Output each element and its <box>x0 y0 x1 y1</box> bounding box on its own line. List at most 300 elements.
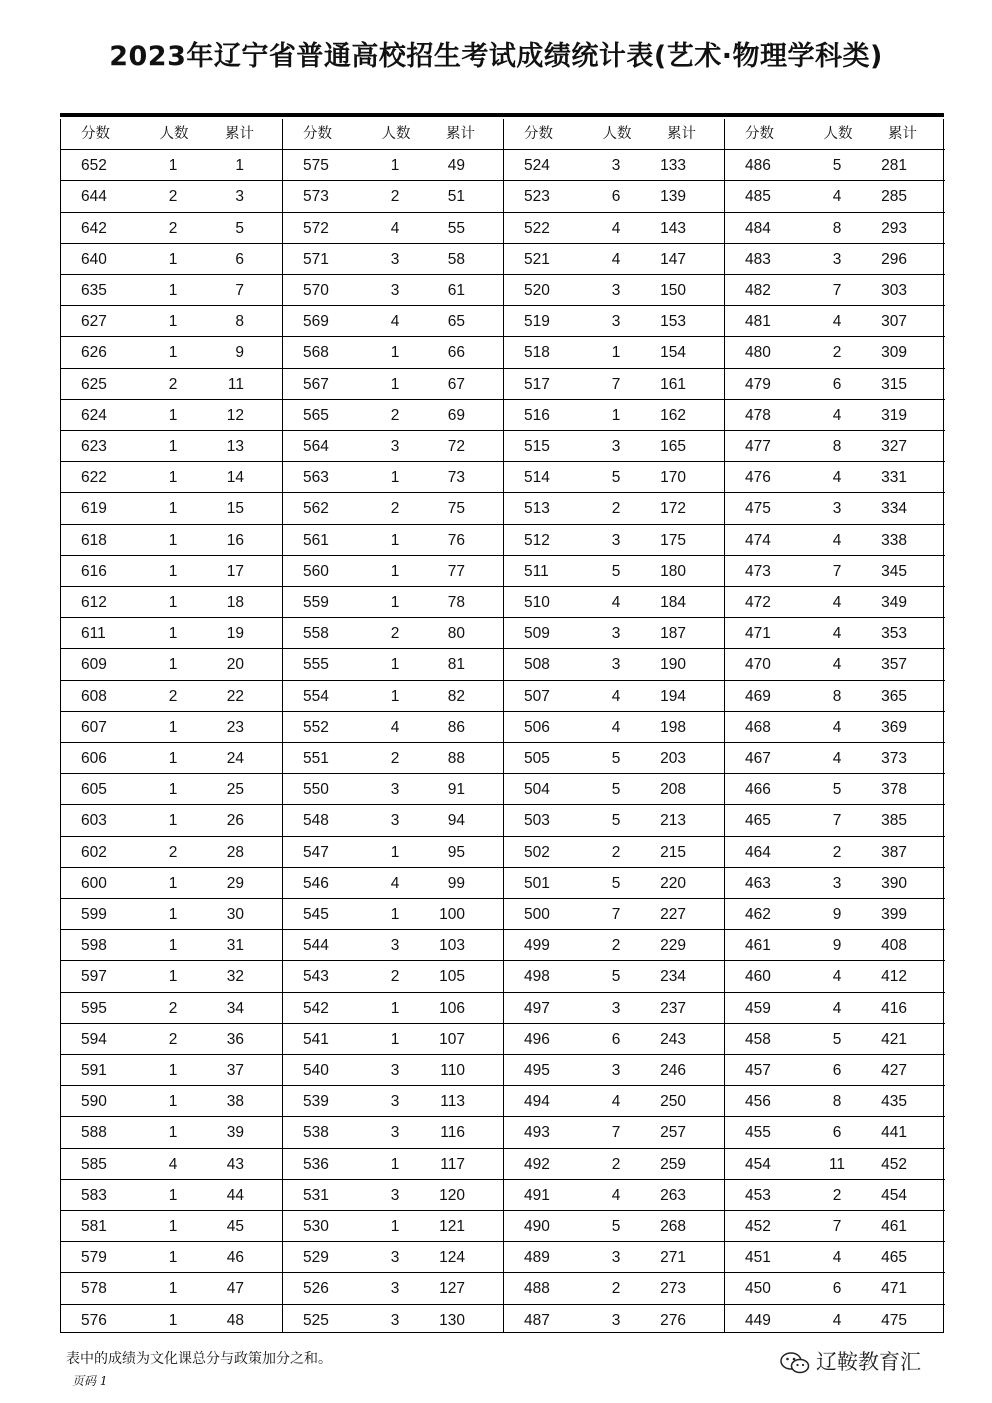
count-cell: 3 <box>611 282 621 299</box>
table-row <box>61 525 282 556</box>
table-row <box>283 525 503 556</box>
cumulative-cell: 103 <box>439 937 465 955</box>
cumulative-cell: 26 <box>226 812 244 830</box>
table-row <box>283 805 503 836</box>
table-row <box>283 1055 503 1086</box>
cumulative-cell: 9 <box>235 344 244 362</box>
table-header-row <box>283 119 503 150</box>
cumulative-cell: 29 <box>226 874 244 892</box>
table-row <box>504 1117 724 1148</box>
count-cell: 3 <box>832 874 842 892</box>
score-cell: 514 <box>524 469 550 487</box>
count-cell: 4 <box>832 1249 842 1267</box>
score-cell: 483 <box>745 250 771 268</box>
score-cell: 509 <box>524 625 550 643</box>
count-cell: 8 <box>832 219 842 237</box>
table-row <box>725 213 945 244</box>
score-cell: 495 <box>524 1062 550 1079</box>
count-cell: 1 <box>390 531 400 549</box>
score-cell: 546 <box>303 874 329 892</box>
count-cell: 11 <box>828 1155 846 1173</box>
table-row <box>283 369 503 400</box>
cumulative-cell: 408 <box>881 937 907 955</box>
count-cell: 2 <box>168 1030 178 1048</box>
table-row <box>61 275 282 306</box>
count-cell: 1 <box>168 250 178 268</box>
page-number: 页码 1 <box>72 1374 108 1388</box>
count-cell: 1 <box>168 656 178 674</box>
cumulative-cell: 14 <box>226 469 244 487</box>
table-row <box>61 493 282 524</box>
table-row <box>283 618 503 649</box>
score-cell: 531 <box>303 1186 329 1204</box>
cumulative-cell: 22 <box>226 687 244 705</box>
cumulative-cell: 32 <box>226 968 244 986</box>
table-row <box>725 275 945 306</box>
count-cell: 2 <box>390 500 400 518</box>
table-row <box>283 930 503 961</box>
count-cell: 3 <box>390 1280 400 1298</box>
table-row <box>504 1273 724 1304</box>
cumulative-cell: 20 <box>226 656 244 674</box>
score-cell: 568 <box>303 344 329 362</box>
table-row <box>504 618 724 649</box>
table-row <box>61 306 282 337</box>
count-cell: 2 <box>168 687 178 705</box>
score-cell: 581 <box>81 1218 107 1235</box>
table-row <box>504 337 724 368</box>
cumulative-cell: 17 <box>226 562 244 580</box>
count-cell: 4 <box>390 718 400 736</box>
score-cell: 560 <box>303 562 329 580</box>
cumulative-cell: 88 <box>447 750 465 767</box>
table-row <box>61 1180 282 1211</box>
score-cell: 464 <box>745 843 771 861</box>
score-cell: 498 <box>524 968 550 986</box>
score-cell: 536 <box>303 1155 329 1173</box>
score-cell: 618 <box>81 531 107 549</box>
count-cell: 3 <box>611 531 621 549</box>
cumulative-cell: 86 <box>447 718 465 736</box>
score-table <box>60 119 944 1333</box>
cumulative-cell: 61 <box>447 282 465 299</box>
count-cell: 1 <box>168 1280 178 1298</box>
cumulative-cell: 77 <box>447 562 465 580</box>
cumulative-cell: 120 <box>439 1186 465 1204</box>
table-row <box>504 1242 724 1273</box>
table-row <box>725 1180 945 1211</box>
score-cell: 600 <box>81 874 107 892</box>
cumulative-cell: 99 <box>447 874 465 892</box>
score-cell: 603 <box>81 812 107 830</box>
count-cell: 3 <box>611 1062 621 1079</box>
count-cell: 4 <box>832 594 842 611</box>
table-row <box>61 681 282 712</box>
cumulative-cell: 51 <box>447 188 465 206</box>
cumulative-cell: 24 <box>226 750 244 767</box>
count-cell: 1 <box>168 531 178 549</box>
table-row <box>61 993 282 1024</box>
count-cell: 4 <box>832 531 842 549</box>
cumulative-cell: 34 <box>226 999 244 1017</box>
cumulative-cell: 48 <box>226 1311 244 1329</box>
score-cell: 457 <box>745 1062 771 1079</box>
count-cell: 1 <box>168 625 178 643</box>
count-cell: 2 <box>168 999 178 1017</box>
count-cell: 1 <box>168 750 178 767</box>
count-cell: 3 <box>390 1093 400 1111</box>
score-cell: 456 <box>745 1093 771 1111</box>
count-cell: 3 <box>390 282 400 299</box>
cumulative-cell: 130 <box>439 1311 465 1329</box>
score-cell: 508 <box>524 656 550 674</box>
cumulative-cell: 69 <box>447 406 465 424</box>
column-header: 分数 <box>303 126 332 142</box>
count-cell: 1 <box>390 1218 400 1235</box>
table-row <box>61 213 282 244</box>
count-cell: 1 <box>168 781 178 799</box>
table-row <box>725 961 945 992</box>
table-row <box>283 181 503 212</box>
table-row <box>725 1273 945 1304</box>
cumulative-cell: 23 <box>226 718 244 736</box>
table-row <box>283 1024 503 1055</box>
count-cell: 4 <box>832 968 842 986</box>
count-cell: 7 <box>611 375 621 393</box>
cumulative-cell: 227 <box>660 906 686 923</box>
score-cell: 455 <box>745 1124 771 1142</box>
table-row <box>61 369 282 400</box>
table-row <box>61 1211 282 1242</box>
cumulative-cell: 18 <box>226 594 244 611</box>
score-cell: 551 <box>303 750 329 767</box>
score-cell: 469 <box>745 687 771 705</box>
wechat-icon <box>780 1352 810 1374</box>
count-cell: 4 <box>832 406 842 424</box>
score-cell: 545 <box>303 906 329 923</box>
cumulative-cell: 215 <box>660 843 686 861</box>
cumulative-cell: 110 <box>440 1062 465 1079</box>
count-cell: 1 <box>168 1062 178 1079</box>
cumulative-cell: 243 <box>660 1030 686 1048</box>
table-row <box>61 743 282 774</box>
cumulative-cell: 327 <box>881 438 907 455</box>
score-cell: 552 <box>303 718 329 736</box>
table-row <box>504 774 724 805</box>
score-cell: 485 <box>745 188 771 206</box>
cumulative-cell: 16 <box>226 531 244 549</box>
column-header: 累计 <box>667 126 696 142</box>
count-cell: 4 <box>611 250 621 268</box>
table-row <box>283 337 503 368</box>
count-cell: 1 <box>168 1311 178 1329</box>
table-row <box>725 681 945 712</box>
cumulative-cell: 76 <box>447 531 465 549</box>
count-cell: 1 <box>390 843 400 861</box>
cumulative-cell: 293 <box>881 219 907 237</box>
score-cell: 554 <box>303 687 329 705</box>
table-row <box>61 930 282 961</box>
cumulative-cell: 412 <box>881 968 907 986</box>
count-cell: 6 <box>611 188 621 206</box>
table-row <box>504 150 724 181</box>
count-cell: 1 <box>168 438 178 455</box>
count-cell: 2 <box>390 406 400 424</box>
table-row <box>283 400 503 431</box>
column-header: 人数 <box>602 126 632 142</box>
score-cell: 463 <box>745 874 771 892</box>
score-cell: 524 <box>524 157 550 175</box>
table-row <box>725 930 945 961</box>
score-cell: 563 <box>303 469 329 487</box>
count-cell: 4 <box>832 656 842 674</box>
column-header: 累计 <box>446 126 475 142</box>
cumulative-cell: 12 <box>226 406 244 424</box>
score-cell: 571 <box>303 250 329 268</box>
score-cell: 555 <box>303 656 329 674</box>
cumulative-cell: 416 <box>881 999 907 1017</box>
count-cell: 6 <box>832 1124 842 1142</box>
table-row <box>725 618 945 649</box>
cumulative-cell: 452 <box>881 1155 907 1173</box>
score-cell: 515 <box>524 438 550 455</box>
cumulative-cell: 31 <box>226 937 244 955</box>
count-cell: 1 <box>390 344 400 362</box>
count-cell: 3 <box>611 438 621 455</box>
table-row <box>504 681 724 712</box>
count-cell: 1 <box>168 906 178 923</box>
score-cell: 652 <box>81 157 107 175</box>
cumulative-cell: 65 <box>447 313 465 331</box>
score-cell: 506 <box>524 718 550 736</box>
score-cell: 520 <box>524 282 550 299</box>
table-row <box>725 525 945 556</box>
cumulative-cell: 175 <box>660 531 686 549</box>
cumulative-cell: 113 <box>440 1093 465 1111</box>
cumulative-cell: 213 <box>660 812 686 830</box>
cumulative-cell: 38 <box>226 1093 244 1111</box>
table-row <box>283 681 503 712</box>
score-cell: 583 <box>81 1186 107 1204</box>
score-cell: 492 <box>524 1155 550 1173</box>
table-row <box>283 649 503 680</box>
cumulative-cell: 121 <box>439 1218 465 1235</box>
score-cell: 458 <box>745 1030 771 1048</box>
count-cell: 1 <box>168 344 178 362</box>
table-row <box>504 1149 724 1180</box>
count-cell: 2 <box>611 1155 621 1173</box>
cumulative-cell: 139 <box>660 188 686 206</box>
cumulative-cell: 66 <box>447 344 465 362</box>
cumulative-cell: 184 <box>660 594 686 611</box>
cumulative-cell: 91 <box>447 781 465 799</box>
table-row <box>725 774 945 805</box>
score-cell: 525 <box>303 1311 329 1329</box>
score-cell: 504 <box>524 781 550 799</box>
table-row <box>725 868 945 899</box>
table-row <box>61 805 282 836</box>
count-cell: 5 <box>611 968 621 986</box>
cumulative-cell: 246 <box>660 1062 686 1079</box>
cumulative-cell: 390 <box>881 874 907 892</box>
table-header-row <box>504 119 724 150</box>
score-cell: 465 <box>745 812 771 830</box>
score-cell: 619 <box>81 500 107 518</box>
score-cell: 635 <box>81 282 107 299</box>
count-cell: 4 <box>611 594 621 611</box>
count-cell: 4 <box>832 313 842 331</box>
count-cell: 1 <box>168 594 178 611</box>
score-cell: 539 <box>303 1093 329 1111</box>
count-cell: 3 <box>390 250 400 268</box>
table-row <box>725 805 945 836</box>
table-row <box>61 618 282 649</box>
cumulative-cell: 454 <box>881 1186 907 1204</box>
score-cell: 562 <box>303 500 329 518</box>
count-cell: 3 <box>611 1249 621 1267</box>
count-cell: 1 <box>390 375 400 393</box>
score-cell: 595 <box>81 999 107 1017</box>
count-cell: 2 <box>611 500 621 518</box>
table-row <box>61 1117 282 1148</box>
cumulative-cell: 180 <box>660 562 686 580</box>
cumulative-cell: 250 <box>660 1093 686 1111</box>
count-cell: 6 <box>611 1030 621 1048</box>
table-row <box>725 556 945 587</box>
table-row <box>504 1086 724 1117</box>
table-row <box>504 1180 724 1211</box>
score-cell: 510 <box>524 594 550 611</box>
score-cell: 597 <box>81 968 107 986</box>
score-cell: 569 <box>303 313 329 331</box>
table-row <box>283 1273 503 1304</box>
table-row <box>283 493 503 524</box>
table-row <box>725 244 945 275</box>
table-row <box>725 181 945 212</box>
table-row <box>504 837 724 868</box>
score-cell: 573 <box>303 188 329 206</box>
score-cell: 623 <box>81 438 107 455</box>
cumulative-cell: 3 <box>235 188 244 206</box>
count-cell: 3 <box>390 781 400 799</box>
score-cell: 544 <box>303 937 329 955</box>
cumulative-cell: 385 <box>881 812 907 830</box>
count-cell: 1 <box>168 937 178 955</box>
count-cell: 5 <box>832 781 842 799</box>
table-row <box>283 1117 503 1148</box>
count-cell: 2 <box>390 750 400 767</box>
cumulative-cell: 435 <box>881 1093 907 1111</box>
cumulative-cell: 95 <box>447 843 465 861</box>
cumulative-cell: 143 <box>660 219 686 237</box>
count-cell: 1 <box>168 469 178 487</box>
count-cell: 1 <box>390 687 400 705</box>
table-row <box>504 961 724 992</box>
table-row <box>725 649 945 680</box>
score-cell: 493 <box>524 1124 550 1142</box>
cumulative-cell: 365 <box>881 687 907 705</box>
table-row <box>283 712 503 743</box>
cumulative-cell: 46 <box>226 1249 244 1267</box>
cumulative-cell: 5 <box>235 219 244 237</box>
count-cell: 4 <box>832 718 842 736</box>
table-row <box>725 1211 945 1242</box>
score-cell: 450 <box>745 1280 771 1298</box>
table-row <box>283 587 503 618</box>
table-row <box>504 899 724 930</box>
cumulative-cell: 28 <box>226 843 244 861</box>
score-cell: 494 <box>524 1093 550 1111</box>
cumulative-cell: 81 <box>447 656 465 674</box>
cumulative-cell: 37 <box>226 1062 244 1079</box>
score-cell: 567 <box>303 375 329 393</box>
score-cell: 487 <box>524 1311 550 1329</box>
score-cell: 497 <box>524 999 550 1017</box>
count-cell: 2 <box>390 625 400 643</box>
table-row <box>725 1149 945 1180</box>
score-cell: 478 <box>745 406 771 424</box>
score-cell: 449 <box>745 1311 771 1329</box>
count-cell: 3 <box>390 937 400 955</box>
count-cell: 4 <box>611 219 621 237</box>
cumulative-cell: 107 <box>439 1030 465 1048</box>
table-row <box>61 337 282 368</box>
cumulative-cell: 133 <box>660 157 686 175</box>
table-row <box>283 961 503 992</box>
table-row <box>504 1024 724 1055</box>
table-block <box>282 119 503 1332</box>
table-row <box>504 493 724 524</box>
cumulative-cell: 387 <box>881 843 907 861</box>
count-cell: 1 <box>390 594 400 611</box>
score-cell: 472 <box>745 594 771 611</box>
score-cell: 599 <box>81 906 107 923</box>
score-cell: 538 <box>303 1124 329 1142</box>
count-cell: 1 <box>168 874 178 892</box>
score-cell: 572 <box>303 219 329 237</box>
column-header: 累计 <box>225 126 254 142</box>
score-cell: 564 <box>303 438 329 455</box>
table-row <box>504 213 724 244</box>
cumulative-cell: 259 <box>660 1155 686 1173</box>
count-cell: 4 <box>611 1093 621 1111</box>
cumulative-cell: 273 <box>660 1280 686 1298</box>
count-cell: 5 <box>611 469 621 487</box>
column-header: 分数 <box>745 126 774 142</box>
table-row <box>283 244 503 275</box>
cumulative-cell: 67 <box>447 375 465 393</box>
score-cell: 474 <box>745 531 771 549</box>
count-cell: 4 <box>832 469 842 487</box>
score-cell: 488 <box>524 1280 550 1298</box>
table-row <box>283 1180 503 1211</box>
score-cell: 541 <box>303 1030 329 1048</box>
count-cell: 2 <box>832 344 842 362</box>
count-cell: 7 <box>832 1218 842 1235</box>
table-row <box>504 400 724 431</box>
cumulative-cell: 441 <box>881 1124 907 1142</box>
cumulative-cell: 6 <box>235 250 244 268</box>
score-cell: 502 <box>524 843 550 861</box>
cumulative-cell: 117 <box>440 1155 465 1173</box>
cumulative-cell: 268 <box>660 1218 686 1235</box>
score-cell: 579 <box>81 1249 107 1267</box>
cumulative-cell: 257 <box>660 1124 686 1142</box>
table-row <box>61 961 282 992</box>
cumulative-cell: 15 <box>226 500 244 518</box>
count-cell: 4 <box>832 1311 842 1329</box>
table-row <box>283 150 503 181</box>
